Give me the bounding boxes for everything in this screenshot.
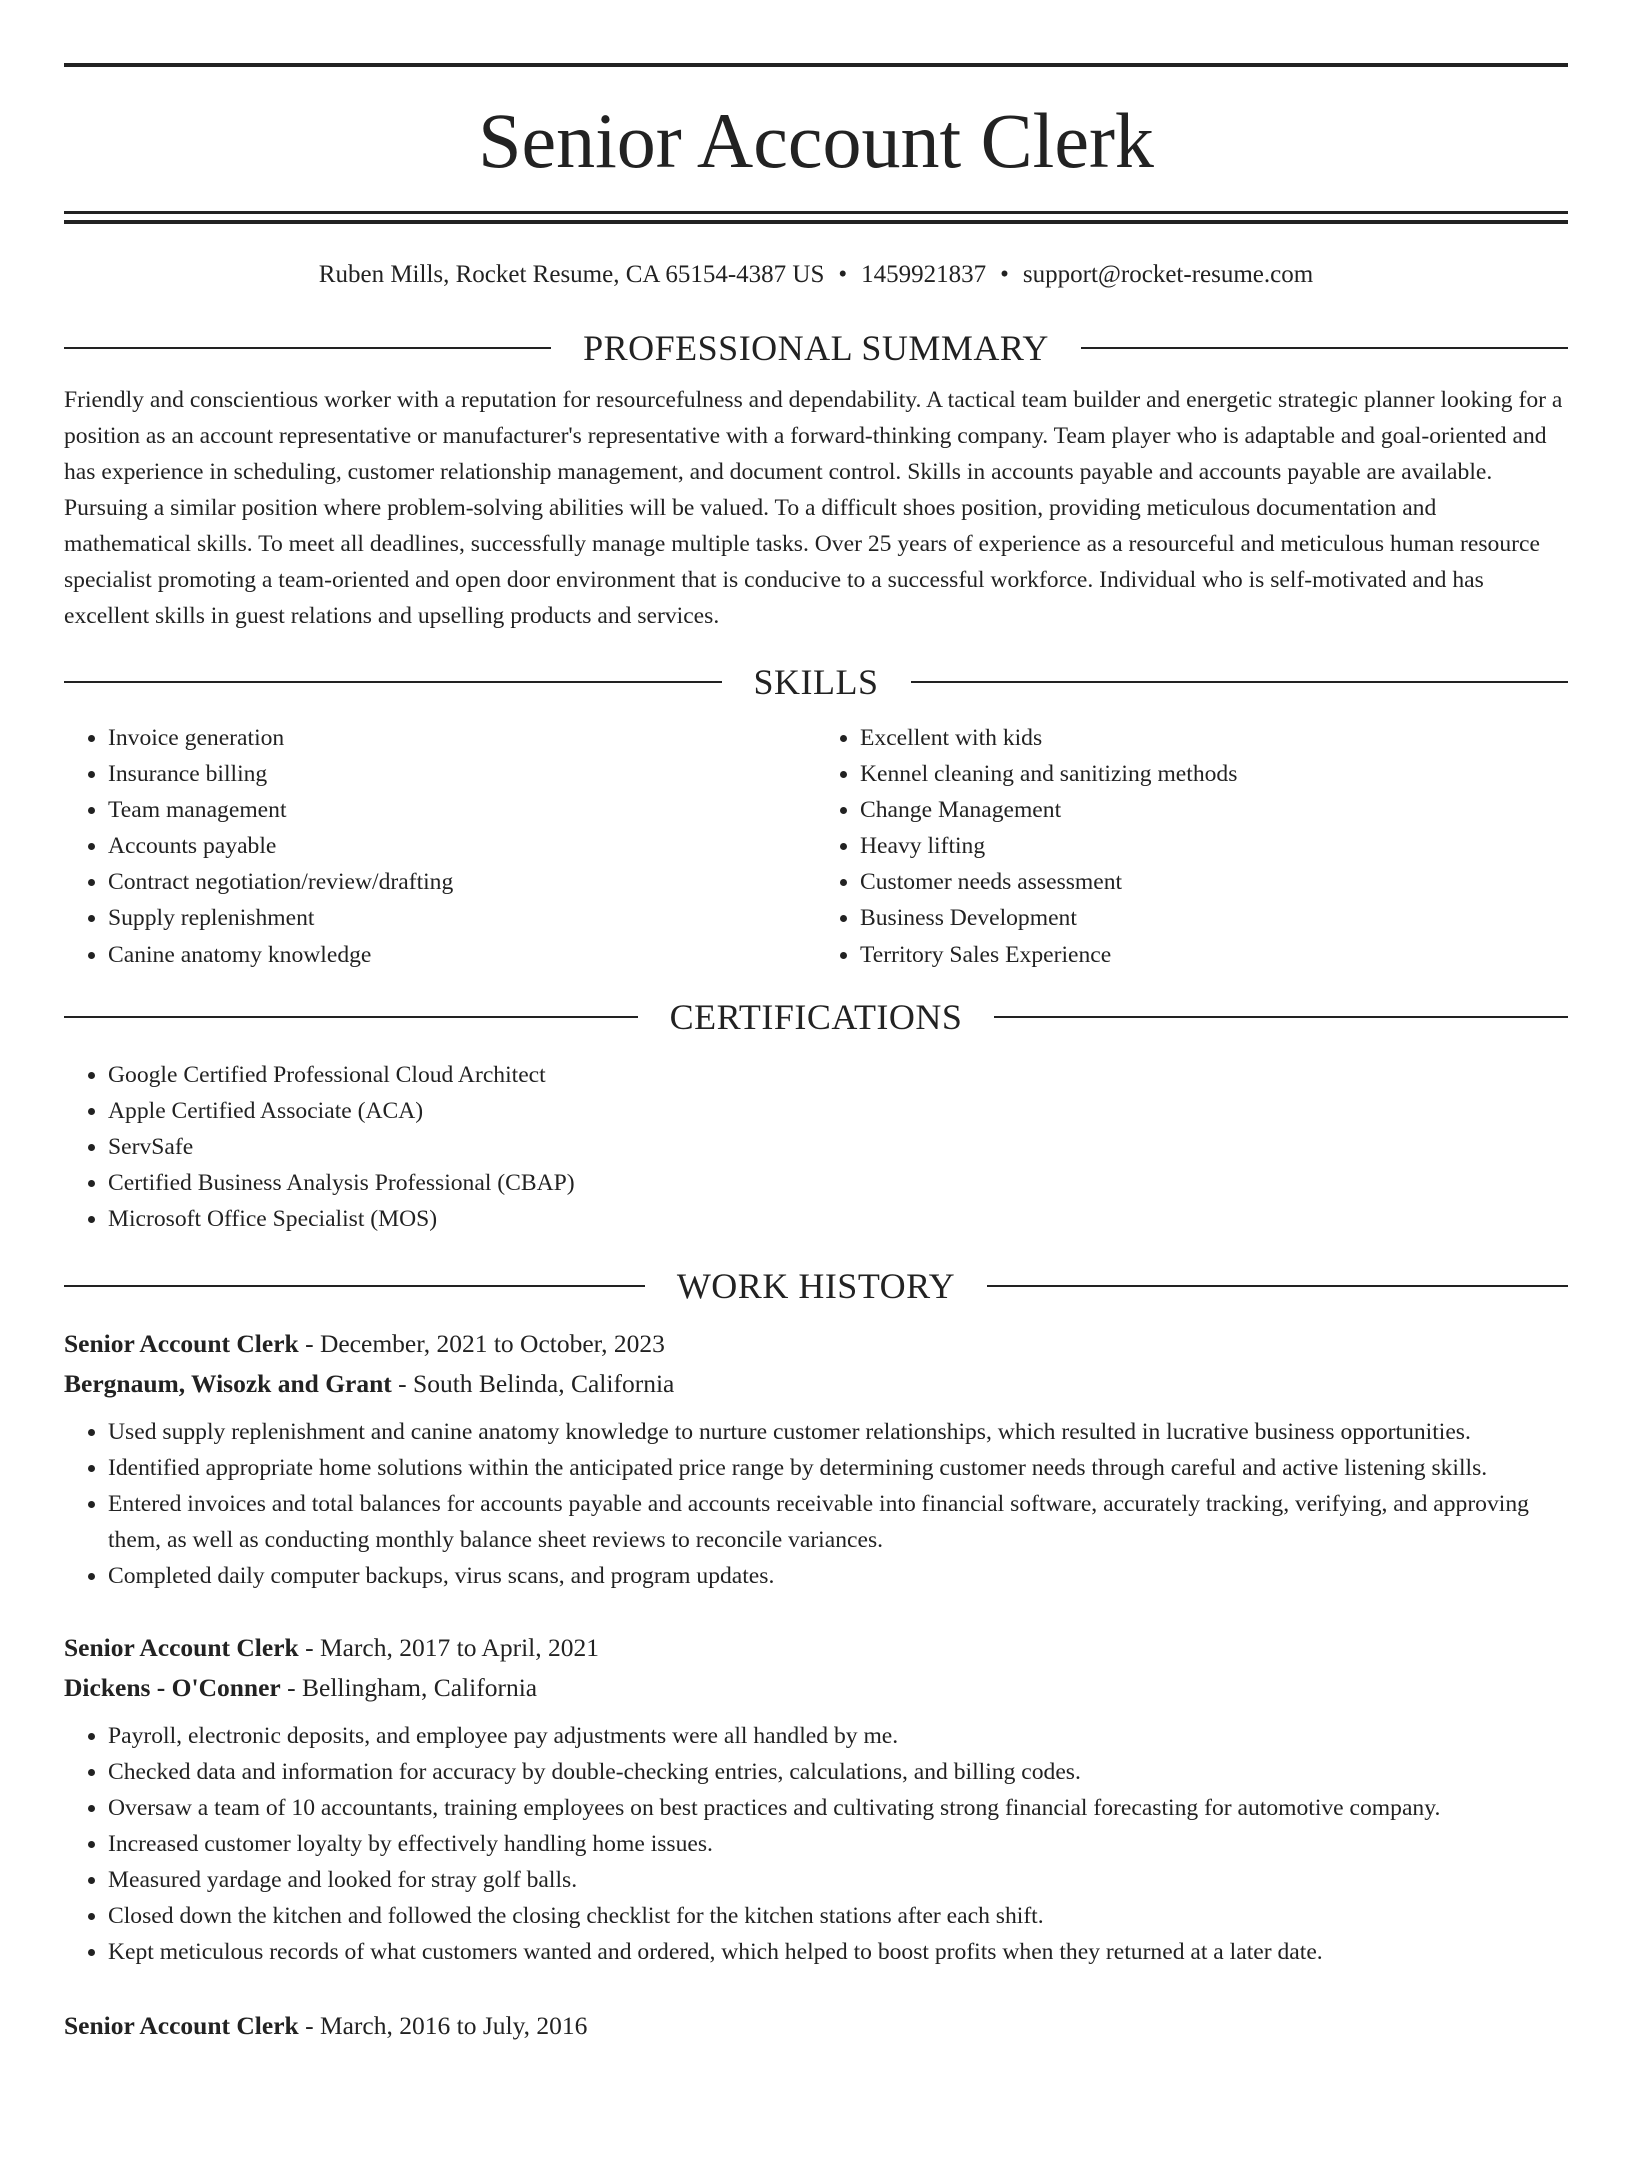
job-company-line — [64, 1668, 1568, 1708]
job-bullet: • Closed down the kitchen and followed the closing checklist for the kitchen stations after each shift. — [108, 1898, 1568, 1934]
skill-item: • Insurance billing — [108, 756, 816, 792]
resume-page — [0, 63, 1632, 2175]
summary-section-header — [64, 328, 1568, 368]
job-location: - Bellingham, California — [280, 1673, 538, 1702]
skill-item: • Change Management — [860, 792, 1568, 828]
skill-item: • Business Development — [860, 900, 1568, 936]
job-dates: - March, 2017 to April, 2021 — [298, 1633, 600, 1662]
skill-item: • Accounts payable — [108, 828, 816, 864]
skills-list — [64, 720, 1568, 973]
section-rule — [64, 1016, 638, 1018]
job-bullets — [64, 1718, 1568, 1970]
skill-item: • Canine anatomy knowledge — [108, 937, 816, 973]
title-double-rule — [64, 211, 1568, 224]
skills-section-header — [64, 662, 1568, 702]
section-rule — [1081, 347, 1568, 349]
skill-item: • Excellent with kids — [860, 720, 1568, 756]
job-bullet: • Measured yardage and looked for stray golf balls. — [108, 1862, 1568, 1898]
job-entry — [64, 1324, 1568, 1594]
skill-item: • Customer needs assessment — [860, 864, 1568, 900]
skills-heading: SKILLS — [753, 662, 879, 702]
job-location: - South Belinda, California — [391, 1369, 675, 1398]
job-title: Senior Account Clerk — [64, 1329, 299, 1358]
job-bullet: • Identified appropriate home solutions within the anticipated price range by determining customer needs through careful and active listening skills. — [108, 1450, 1568, 1486]
contact-phone: 1459921837 — [861, 261, 987, 288]
skill-item: • Kennel cleaning and sanitizing methods — [860, 756, 1568, 792]
job-title-line — [64, 1324, 1568, 1364]
skill-item: • Team management — [108, 792, 816, 828]
job-bullet: • Used supply replenishment and canine anatomy knowledge to nurture customer relationships, which resulted in lucrative business opportunities. — [108, 1414, 1568, 1450]
certification-item: • Certified Business Analysis Professional (CBAP) — [108, 1165, 1568, 1201]
summary-heading: PROFESSIONAL SUMMARY — [583, 328, 1049, 368]
skills-column-right — [816, 720, 1568, 973]
section-rule — [987, 1285, 1568, 1287]
section-rule — [994, 1016, 1568, 1018]
contact-separator: • — [1000, 261, 1009, 288]
job-bullet: • Checked data and information for accuracy by double-checking entries, calculations, and billing codes. — [108, 1754, 1568, 1790]
certification-item: • Microsoft Office Specialist (MOS) — [108, 1201, 1568, 1237]
job-bullet: • Increased customer loyalty by effectively handling home issues. — [108, 1826, 1568, 1862]
work-history-section-header — [64, 1266, 1568, 1306]
skill-item: • Heavy lifting — [860, 828, 1568, 864]
job-bullet: • Kept meticulous records of what customers wanted and ordered, which helped to boost profits when they returned at a later date. — [108, 1934, 1568, 1970]
section-rule — [64, 1285, 645, 1287]
contact-address: Ruben Mills, Rocket Resume, CA 65154-4387 US — [318, 261, 825, 288]
skill-item: • Supply replenishment — [108, 900, 816, 936]
resume-title: Senior Account Clerk — [478, 97, 1154, 184]
contact-email: support@rocket-resume.com — [1022, 261, 1314, 288]
skill-item: • Territory Sales Experience — [860, 937, 1568, 973]
certification-item: • ServSafe — [108, 1129, 1568, 1165]
job-title: Senior Account Clerk — [64, 2011, 299, 2040]
job-bullet: • Completed daily computer backups, virus scans, and program updates. — [108, 1558, 1568, 1594]
certifications-section-header — [64, 997, 1568, 1037]
job-title-line — [64, 2006, 1568, 2046]
contact-separator: • — [838, 261, 848, 288]
job-bullets — [64, 1414, 1568, 1594]
section-rule — [64, 347, 551, 349]
job-company-line — [64, 1364, 1568, 1404]
skill-item: • Invoice generation — [108, 720, 816, 756]
job-entry — [64, 1628, 1568, 1970]
skill-item: • Contract negotiation/review/drafting — [108, 864, 816, 900]
job-bullet: • Oversaw a team of 10 accountants, training employees on best practices and cultivating strong financial forecasting for automotive company. — [108, 1790, 1568, 1826]
contact-line — [64, 260, 1568, 290]
certifications-list — [64, 1057, 1568, 1237]
job-dates: - December, 2021 to October, 2023 — [298, 1329, 665, 1358]
section-rule — [64, 681, 722, 683]
job-entry — [64, 2006, 1568, 2046]
job-title-line — [64, 1628, 1568, 1668]
summary-text: Friendly and conscientious worker with a reputation for resourcefulness and dependability. A tactical team builder and energetic strategic planner looking for a position as an account representative or manufacturer's representative with a forward-thinking company. Team player who is adaptable and goal-oriented and has experience in scheduling, customer relationship management, and document control. Skills in accounts payable and accounts payable are available. Pursuing a similar position where problem-solving abilities will be valued. To a difficult shoes position, providing meticulous documentation and mathematical skills. To meet all deadlines, successfully manage multiple tasks. Over 25 years of experience as a resourceful and meticulous human resource specialist promoting a team-oriented and open door environment that is conducive to a successful workforce. Individual who is self-motivated and has excellent skills in guest relations and upselling products and services. — [64, 387, 1563, 629]
skills-column-left — [64, 720, 816, 973]
certification-item: • Apple Certified Associate (ACA) — [108, 1093, 1568, 1129]
job-title: Senior Account Clerk — [64, 1633, 299, 1662]
certification-item: • Google Certified Professional Cloud Architect — [108, 1057, 1568, 1093]
top-rule — [64, 63, 1568, 67]
work-history-heading: WORK HISTORY — [676, 1266, 956, 1306]
job-bullet: • Payroll, electronic deposits, and employee pay adjustments were all handled by me. — [108, 1718, 1568, 1754]
job-company: Bergnaum, Wisozk and Grant — [64, 1369, 392, 1398]
job-company: Dickens - O'Conner — [64, 1673, 281, 1702]
job-dates: - March, 2016 to July, 2016 — [298, 2011, 588, 2040]
job-bullet: • Entered invoices and total balances for accounts payable and accounts receivable into financial software, accurately tracking, verifying, and approving them, as well as conducting monthly balance sheet reviews to reconcile variances. — [108, 1486, 1568, 1558]
certifications-heading: CERTIFICATIONS — [669, 997, 963, 1037]
section-rule — [911, 681, 1569, 683]
